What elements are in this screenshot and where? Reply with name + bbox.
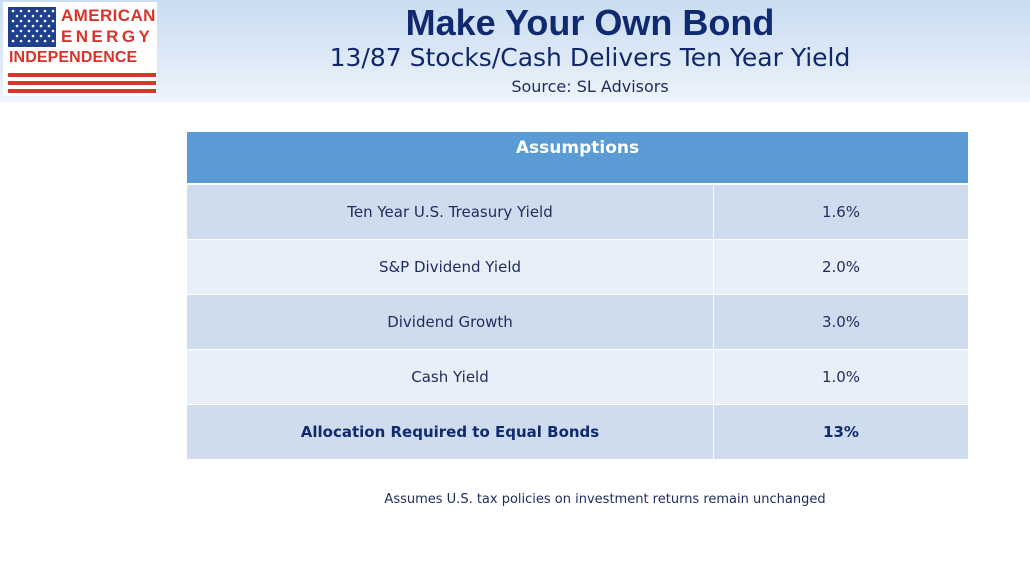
table-heading: Assumptions: [187, 132, 968, 185]
row-label: Dividend Growth: [187, 295, 714, 349]
row-value: 1.0%: [821, 368, 861, 386]
logo: [3, 2, 157, 96]
assumptions-table: [187, 132, 968, 459]
page-title: Make Your Own Bond: [405, 2, 775, 43]
table-row: [187, 240, 968, 295]
row-label: Ten Year U.S. Treasury Yield: [187, 185, 714, 239]
row-label: Cash Yield: [187, 350, 714, 404]
logo-word-american: AMERICAN: [61, 6, 156, 25]
row-label: S&P Dividend Yield: [187, 240, 714, 294]
row-value: 2.0%: [821, 258, 861, 276]
page-subtitle: 13/87 Stocks/Cash Delivers Ten Year Yield: [329, 43, 851, 72]
row-label: Allocation Required to Equal Bonds: [187, 405, 714, 459]
us-flag-icon: [8, 7, 56, 47]
row-value: 1.6%: [821, 203, 861, 221]
table-row: [187, 350, 968, 405]
row-value: 13%: [823, 423, 859, 441]
row-value: 3.0%: [821, 313, 861, 331]
logo-word-energy: ENERGY: [61, 27, 154, 46]
table-row: [187, 185, 968, 240]
logo-stripe: [8, 73, 156, 77]
logo-stripe: [8, 89, 156, 93]
logo-word-independence: INDEPENDENCE: [9, 49, 138, 66]
footnote: Assumes U.S. tax policies on investment returns remain unchanged: [384, 492, 826, 507]
logo-stripe: [8, 81, 156, 85]
table-row-total: [187, 405, 968, 459]
table-row: [187, 295, 968, 350]
source-note: Source: SL Advisors: [511, 77, 669, 96]
